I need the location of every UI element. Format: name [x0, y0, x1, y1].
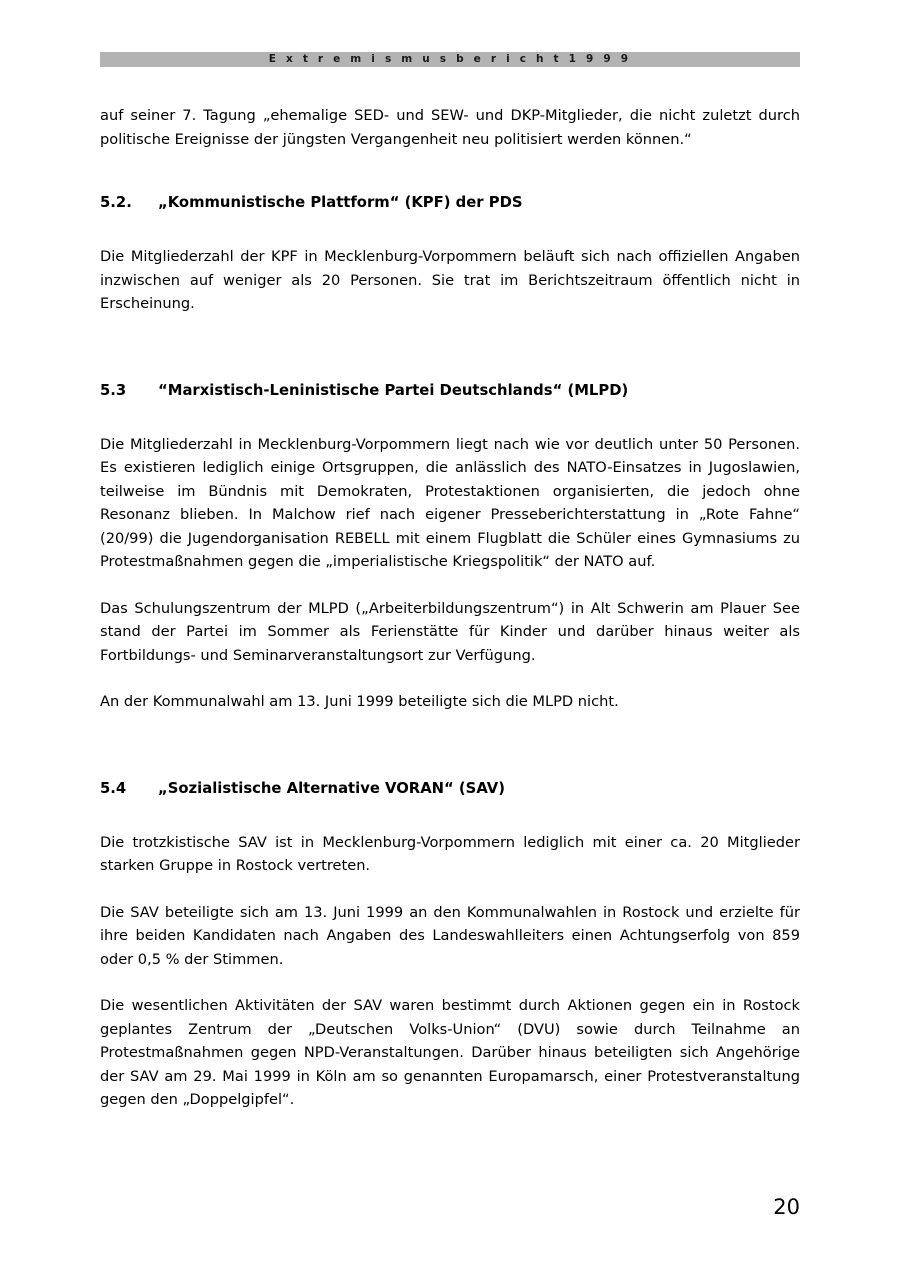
- paragraph: Die trotzkistische SAV ist in Mecklenburg-Vorpommern lediglich mit einer ca. 20 Mitglieder starken Gruppe in Rostock vertreten.: [100, 833, 800, 874]
- paragraph: Die SAV beteiligte sich am 13. Juni 1999 an den Kommunalwahlen in Rostock und erzielte für ihre beiden Kandidaten nach Angaben des Landeswahlleiters einen Achtungserfolg von 859 oder 0,5 % der Stimmen.: [100, 903, 800, 968]
- section-number: 5.3: [100, 381, 127, 399]
- spacer: [100, 756, 800, 779]
- section-heading-5-3: [100, 381, 800, 401]
- spacer: [100, 878, 800, 901]
- page-number: 20: [773, 1195, 800, 1219]
- section-number: 5.4: [100, 779, 127, 797]
- spacer: [100, 316, 800, 358]
- paragraph: Die Mitgliederzahl in Mecklenburg-Vorpommern liegt nach wie vor deutlich unter 50 Personen. Es existieren lediglich einige Ortsgruppen, die anlässlich des NATO-Einsatzes in Jugoslawien, teilweise im Bündnis mit Demokraten, Protestaktionen organisierten, die jedoch ohne Resonanz blieben. In Malchow rief nach eigener Presseberichterstattung in „Rote Fahne“ (20/99) die Jugendorganisation REBELL mit einem Flugblatt die Schüler eines Gymnasiums zu Protestmaßnahmen gegen die „imperialistische Kriegspolitik“ der NATO auf.: [100, 435, 800, 570]
- spacer: [100, 667, 800, 690]
- spacer: [100, 971, 800, 994]
- section-heading-5-2: [100, 193, 800, 213]
- section-number: 5.2.: [100, 194, 132, 211]
- spacer: [100, 799, 800, 831]
- section-title: „Sozialistische Alternative VORAN“ (SAV): [158, 779, 505, 797]
- paragraph: Das Schulungszentrum der MLPD („Arbeiterbildungszentrum“) in Alt Schwerin am Plauer See stand der Partei im Sommer als Ferienstätte für Kinder und darüber hinaus weiter als Fortbildungs- und Seminarveranstaltungsort zur Verfügung.: [100, 599, 800, 664]
- paragraph: Die wesentlichen Aktivitäten der SAV waren bestimmt durch Aktionen gegen ein in Rostock geplantes Zentrum der „Deutschen Volks-Union“ (DVU) sowie durch Teilnahme an Protestmaßnahmen gegen NPD-Veranstaltungen. Darüber hinaus beteiligten sich Angehörige der SAV am 29. Mai 1999 in Köln am so genannten Europamarsch, einer Protestveranstaltung gegen den „Doppelgipfel“.: [100, 997, 800, 1108]
- running-header-band: [100, 52, 800, 67]
- running-header-text: E x t r e m i s m u s b e r i c h t 1 9 9 9: [268, 53, 632, 65]
- paragraph: Die Mitgliederzahl der KPF in Mecklenburg-Vorpommern beläuft sich nach offiziellen Angaben inzwischen auf weniger als 20 Personen. Sie trat im Berichtszeitraum öffentlich nicht in Erscheinung.: [100, 248, 800, 312]
- section-title: “Marxistisch-Leninistische Partei Deutschlands“ (MLPD): [158, 381, 629, 399]
- spacer: [100, 358, 800, 381]
- section-heading-5-4: [100, 779, 800, 799]
- spacer: [100, 714, 800, 756]
- spacer: [100, 151, 800, 193]
- spacer: [100, 401, 800, 433]
- intro-paragraph: auf seiner 7. Tagung „ehemalige SED- und SEW- und DKP-Mitglieder, die nicht zuletzt durch politische Ereignisse der jüngsten Vergangenheit neu politisiert werden können.“: [100, 107, 800, 148]
- spacer: [100, 213, 800, 245]
- section-title: „Kommunistische Plattform“ (KPF) der PDS: [158, 194, 523, 211]
- paragraph: An der Kommunalwahl am 13. Juni 1999 beteiligte sich die MLPD nicht.: [100, 693, 619, 710]
- spacer: [100, 574, 800, 597]
- page-content: [100, 104, 800, 1112]
